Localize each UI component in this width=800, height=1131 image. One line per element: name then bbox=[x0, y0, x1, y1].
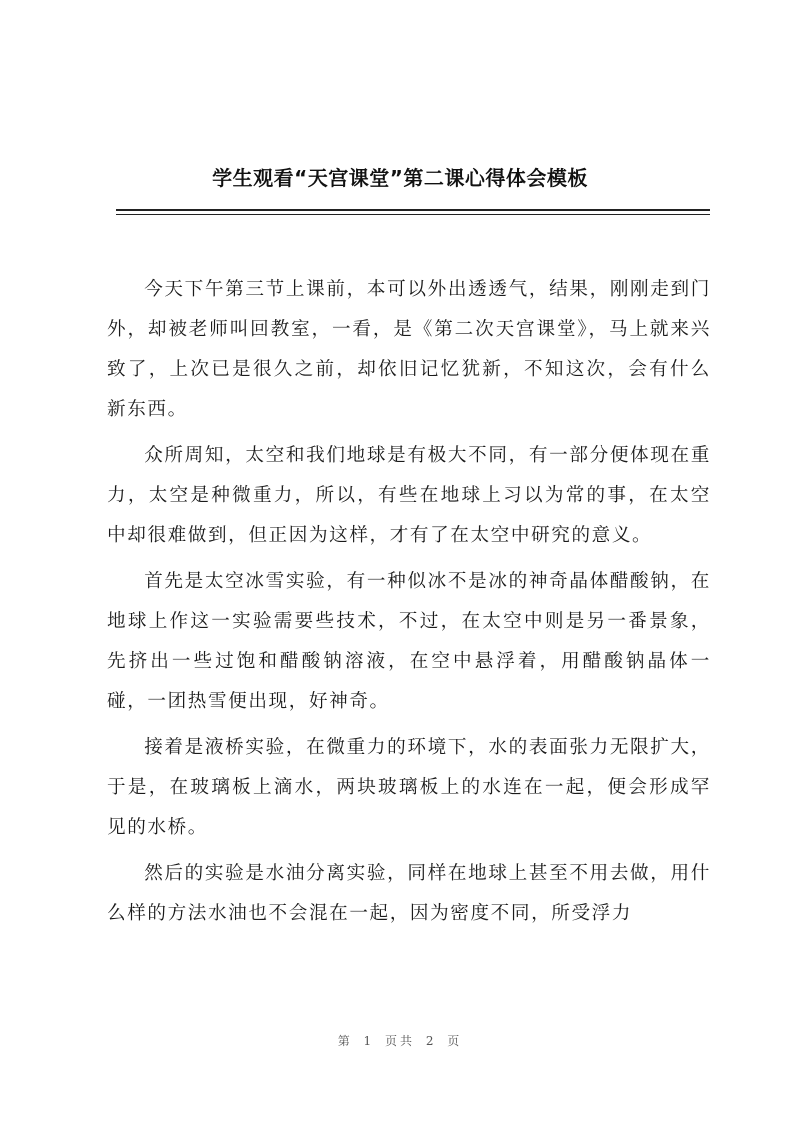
paragraph: 然后的实验是水油分离实验，同样在地球上甚至不用去做，用什么样的方法水油也不会混在一起，因为密度不同，所受浮力 bbox=[107, 863, 711, 924]
document-body bbox=[107, 270, 711, 940]
title-divider-thick bbox=[116, 209, 710, 211]
paragraph: 众所周知，太空和我们地球是有极大不同，有一部分便体现在重力，太空是种微重力，所以，有些在地球上习以为常的事，在太空中却很难做到，但正因为这样，才有了在太空中研究的意义。 bbox=[107, 445, 711, 546]
page-footer: 第 1 页共 2 页 bbox=[337, 1034, 463, 1048]
paragraph: 今天下午第三节上课前，本可以外出透透气，结果，刚刚走到门外，却被老师叫回教室，一看，是《第二次天宫课堂》，马上就来兴致了，上次已是很久之前，却依旧记忆犹新，不知这次，会有什么新东西。 bbox=[107, 279, 711, 420]
paragraph: 接着是液桥实验，在微重力的环境下，水的表面张力无限扩大，于是，在玻璃板上滴水，两块玻璃板上的水连在一起，便会形成罕见的水桥。 bbox=[107, 737, 711, 838]
paragraph: 首先是太空冰雪实验，有一种似冰不是冰的神奇晶体醋酸钠，在地球上作这一实验需要些技术，不过，在太空中则是另一番景象，先挤出一些过饱和醋酸钠溶液，在空中悬浮着，用醋酸钠晶体一碰，一团热雪便出现，好神奇。 bbox=[107, 571, 711, 712]
document-title: 学生观看“天宫课堂”第二课心得体会模板 bbox=[212, 166, 588, 190]
title-divider-thin bbox=[116, 214, 710, 215]
